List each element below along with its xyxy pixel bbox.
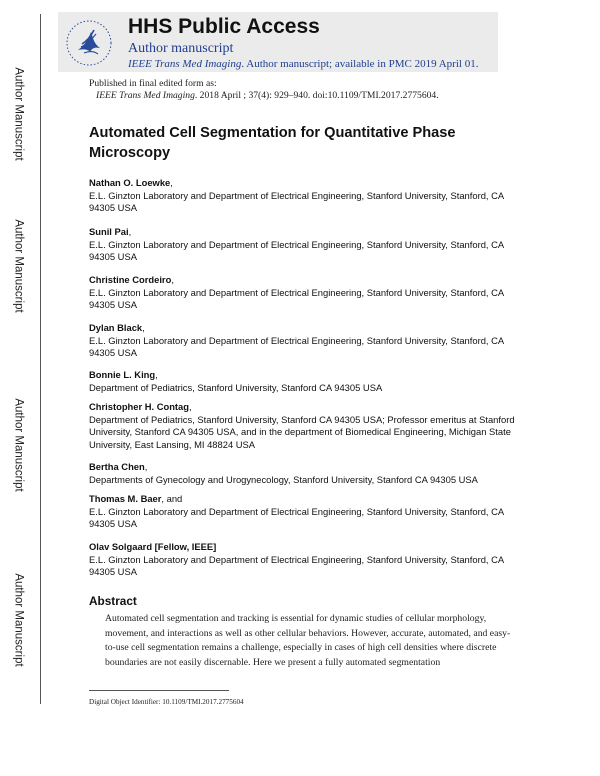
author-affiliation: E.L. Ginzton Laboratory and Department of Electrical Engineering, Stanford University, Stanford, CA 94305 USA <box>89 238 504 262</box>
citation-line: IEEE Trans Med Imaging. 2018 April ; 37(4): 929–940. doi:10.1109/TMI.2017.2775604. <box>96 90 439 101</box>
author-name: Bonnie L. King <box>89 369 156 380</box>
author-name: Christopher H. Contag <box>89 401 189 412</box>
side-label-author-manuscript: Author Manuscript <box>13 573 26 667</box>
author-affiliation: E.L. Ginzton Laboratory and Department of Electrical Engineering, Stanford University, Stanford, CA 94305 USA <box>89 286 504 310</box>
author-affiliation: E.L. Ginzton Laboratory and Department of Electrical Engineering, Stanford University, Stanford, CA 94305 USA <box>89 505 504 529</box>
margin-rule <box>40 14 41 704</box>
author-name: Sunil Pai <box>89 226 129 237</box>
author-block: Sunil Pai, E.L. Ginzton Laboratory and Department of Electrical Engineering, Stanford University, Stanford, CA 94305 USA <box>89 226 504 262</box>
manuscript-label: Author manuscript <box>128 41 234 56</box>
author-block <box>89 541 529 579</box>
author-affiliation: E.L. Ginzton Laboratory and Department of Electrical Engineering, Stanford University, Stanford, CA 94305 USA <box>89 334 504 358</box>
author-block: Bertha Chen, Departments of Gynecology and Urogynecology, Stanford University, Stanford CA 94305 USA <box>89 461 478 485</box>
author-block: Dylan Black, E.L. Ginzton Laboratory and Department of Electrical Engineering, Stanford University, Stanford, CA 94305 USA <box>89 322 504 358</box>
author-name: Dylan Black <box>89 322 143 333</box>
author-name: Bertha Chen <box>89 461 145 472</box>
author-block: Bonnie L. King, Department of Pediatrics, Stanford University, Stanford CA 94305 USA <box>89 369 383 393</box>
author-affiliation: E.L. Ginzton Laboratory and Department of Electrical Engineering, Stanford University, Stanford, CA 94305 USA <box>89 189 504 213</box>
abstract-text: Automated cell segmentation and tracking is essential for dynamic studies of cellular morphology, movement, and interactions as well as other cellular behaviors. However, accurate, automated, and easy-to-use cell segmentation remains a challenge, especially in cases of high cell densities where discrete boundaries are not easily discernable. Here we present a fully automated segmentation <box>105 613 511 668</box>
side-label-author-manuscript: Author Manuscript <box>13 398 26 492</box>
author-affiliation: E.L. Ginzton Laboratory and Department of Electrical Engineering, Stanford University, Stanford, CA 94305 USA <box>89 553 504 577</box>
author-block: Thomas M. Baer, and E.L. Ginzton Laboratory and Department of Electrical Engineering, Stanford University, Stanford, CA 94305 USA <box>89 493 504 529</box>
doi-footnote: Digital Object Identifier: 10.1109/TMI.2017.2775604 <box>89 698 244 706</box>
hhs-header-banner <box>58 12 498 72</box>
footnote-rule <box>89 690 229 691</box>
published-label: Published in final edited form as: <box>89 78 217 89</box>
author-affiliation: Department of Pediatrics, Stanford University, Stanford CA 94305 USA; Professor emeritus at Stanford University, Stanford CA 94305 USA, and in the department of Biomedical Engineering, Michigan State University, East Lansing, MI 48824 USA <box>89 413 515 450</box>
author-block: Nathan O. Loewke, E.L. Ginzton Laboratory and Department of Electrical Engineering, Stanford University, Stanford, CA 94305 USA <box>89 177 504 213</box>
side-label-author-manuscript: Author Manuscript <box>13 67 26 161</box>
author-block: Christine Cordeiro, E.L. Ginzton Laboratory and Department of Electrical Engineering, Stanford University, Stanford, CA 94305 USA <box>89 274 504 310</box>
journal-link[interactable]: IEEE Trans Med Imaging <box>128 58 242 70</box>
author-name: Nathan O. Loewke <box>89 177 171 188</box>
author-affiliation: Department of Pediatrics, Stanford University, Stanford CA 94305 USA <box>89 381 383 393</box>
author-affiliation: Departments of Gynecology and Urogynecology, Stanford University, Stanford CA 94305 USA <box>89 473 478 485</box>
hhs-eagle-logo-icon <box>64 18 114 68</box>
abstract-heading: Abstract <box>89 594 137 608</box>
side-label-author-manuscript: Author Manuscript <box>13 219 26 313</box>
hhs-title: HHS Public Access <box>128 15 320 38</box>
author-name: Olav Solgaard [Fellow, IEEE] <box>89 541 217 552</box>
availability-line: IEEE Trans Med Imaging. Author manuscript; available in PMC 2019 April 01. <box>128 58 479 70</box>
author-block: Christopher H. Contag, Department of Pediatrics, Stanford University, Stanford CA 94305 USA; Professor emeritus at Stanford University, Stanford CA 94305 USA, and in the department of Biomedical Engineering, Michigan State University, East Lansing, MI 48824 USA <box>89 401 515 450</box>
author-name: Christine Cordeiro <box>89 274 172 285</box>
paper-title: Automated Cell Segmentation for Quantitative Phase Microscopy <box>89 125 456 161</box>
author-name: Thomas M. Baer <box>89 493 162 504</box>
